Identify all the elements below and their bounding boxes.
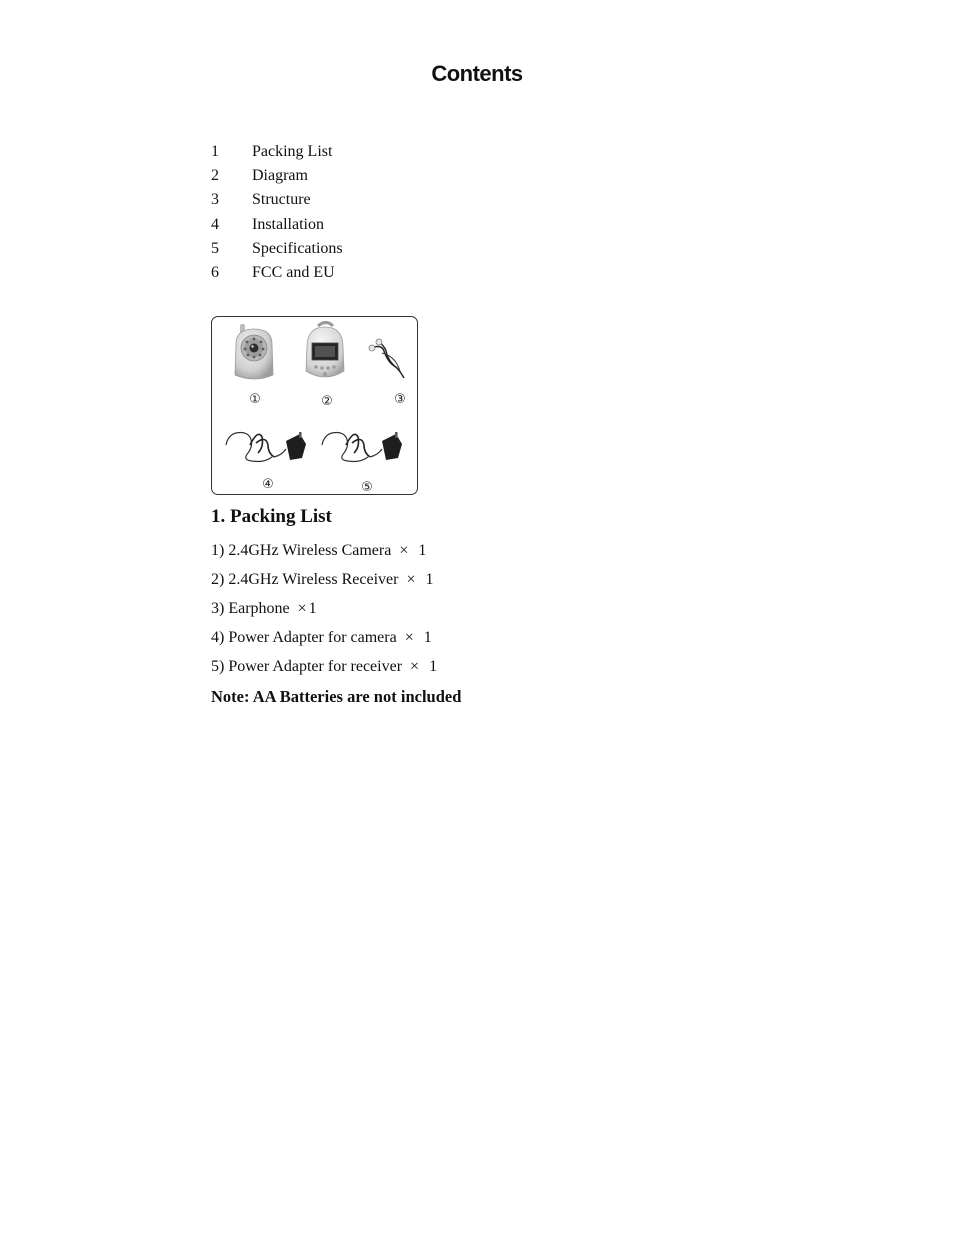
toc-item-label: Specifications <box>252 239 343 257</box>
packing-list <box>211 538 437 683</box>
camera-icon <box>235 324 273 379</box>
toc-item-label: Structure <box>252 191 311 209</box>
batteries-note: Note: AA Batteries are not included <box>211 687 462 706</box>
toc-item-number: 6 <box>211 264 219 282</box>
toc-item <box>211 164 343 188</box>
item-text: 3) Earphone <box>211 600 290 617</box>
item-marker-1: ① <box>249 392 261 407</box>
item-marker-2: ② <box>321 394 333 409</box>
toc-item <box>211 237 343 261</box>
earphone-icon <box>369 339 404 378</box>
item-text: 1) 2.4GHz Wireless Camera <box>211 542 392 559</box>
toc-item <box>211 261 343 285</box>
item-quantity: 1 <box>423 629 432 646</box>
list-item <box>211 596 437 625</box>
list-item <box>211 567 437 596</box>
item-text: 4) Power Adapter for camera <box>211 629 397 646</box>
toc-item-number: 5 <box>211 239 219 257</box>
packing-list-illustration <box>212 317 416 493</box>
toc-item-number: 3 <box>211 191 219 209</box>
receiver-power-adapter-icon <box>322 432 402 462</box>
toc-item <box>211 213 343 237</box>
item-text: 2) 2.4GHz Wireless Receiver <box>211 571 399 588</box>
item-quantity: 1 <box>425 571 434 588</box>
multiply-sign: × <box>297 600 307 617</box>
table-of-contents <box>211 140 343 285</box>
multiply-sign: × <box>410 658 420 675</box>
multiply-sign: × <box>406 571 416 588</box>
toc-item-number: 1 <box>211 143 219 161</box>
list-item <box>211 625 437 654</box>
list-item <box>211 538 437 567</box>
multiply-sign: × <box>404 629 414 646</box>
item-marker-4: ④ <box>262 477 274 492</box>
toc-item <box>211 188 343 212</box>
toc-item <box>211 140 343 164</box>
multiply-sign: × <box>399 542 409 559</box>
item-quantity: 1 <box>429 658 438 675</box>
page-title: Contents <box>431 61 523 86</box>
toc-item-label: Packing List <box>252 143 333 161</box>
item-quantity: 1 <box>418 542 427 559</box>
section-heading: 1. Packing List <box>211 506 332 527</box>
packing-list-figure <box>211 316 418 495</box>
item-marker-5: ⑤ <box>361 480 373 493</box>
receiver-icon <box>306 323 344 378</box>
toc-item-label: FCC and EU <box>252 264 335 282</box>
item-text: 5) Power Adapter for receiver <box>211 658 403 675</box>
toc-item-label: Installation <box>252 215 324 233</box>
item-quantity: 1 <box>308 600 317 617</box>
toc-item-number: 4 <box>211 215 219 233</box>
camera-power-adapter-icon <box>226 432 306 462</box>
list-item <box>211 654 437 683</box>
toc-item-label: Diagram <box>252 167 308 185</box>
toc-item-number: 2 <box>211 167 219 185</box>
item-marker-3: ③ <box>394 392 406 407</box>
